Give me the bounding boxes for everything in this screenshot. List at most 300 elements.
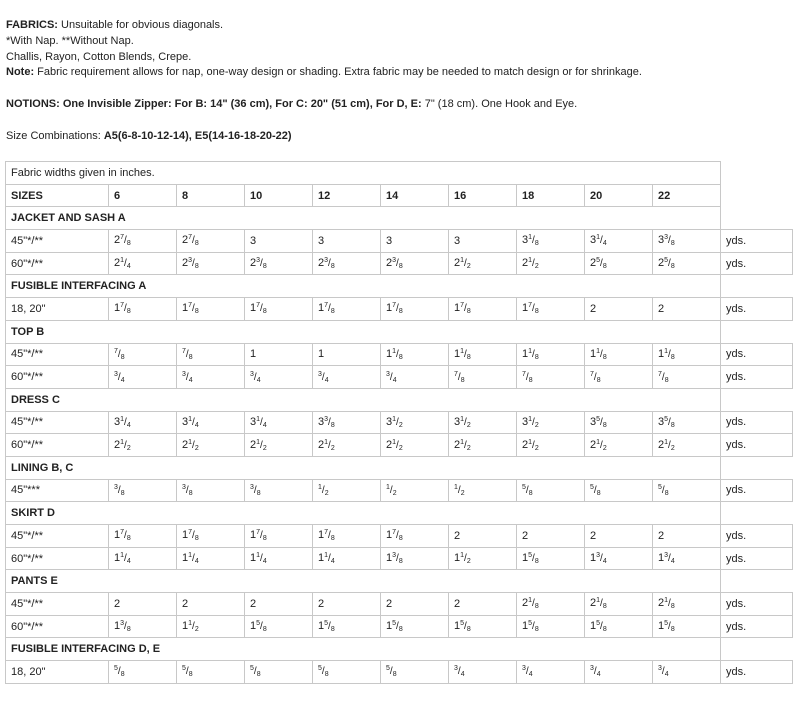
yardage-cell [177, 411, 245, 434]
fabric-yardage-table [5, 161, 793, 684]
yardage-cell [517, 615, 585, 638]
note-line [6, 65, 796, 81]
yardage-cell [585, 547, 653, 570]
yardage-value: $^7/_8$ [454, 370, 465, 384]
unit-cell: yds. [721, 366, 793, 389]
yardage-value: $2^3/_8$ [182, 257, 199, 271]
yardage-value: $1^3/_4$ [658, 552, 675, 566]
yardage-cell [313, 547, 381, 570]
table-row [6, 479, 793, 502]
yardage-cell [585, 343, 653, 366]
yardage-cell [313, 230, 381, 253]
yardage-value: $2^7/_8$ [182, 234, 199, 248]
yardage-cell [109, 661, 177, 684]
yardage-cell [177, 230, 245, 253]
fabric-width-label: 60"*/** [6, 615, 109, 638]
yardage-cell [585, 434, 653, 457]
yardage-cell [313, 366, 381, 389]
size-header-cell: 6 [109, 184, 177, 207]
yardage-cell [517, 411, 585, 434]
yardage-value: $^5/_8$ [182, 665, 193, 679]
yardage-value: $3^5/_8$ [658, 415, 675, 429]
yardage-value: $^3/_4$ [318, 370, 329, 384]
yardage-value: $2^5/_8$ [590, 257, 607, 271]
unit-cell: yds. [721, 252, 793, 275]
yardage-value: $2^3/_8$ [250, 257, 267, 271]
yardage-value: 2 [250, 597, 257, 610]
yardage-cell [109, 547, 177, 570]
yardage-value: $1^7/_8$ [522, 302, 539, 316]
yardage-value: $^5/_8$ [658, 483, 669, 497]
yardage-cell [653, 593, 721, 616]
yardage-cell [109, 615, 177, 638]
fabric-width-label: 45"*/** [6, 343, 109, 366]
yardage-cell [517, 298, 585, 321]
yardage-cell [245, 230, 313, 253]
yardage-value: 2 [658, 302, 665, 315]
fabric-width-label: 60"*/** [6, 366, 109, 389]
section-title: FUSIBLE INTERFACING A [6, 275, 721, 298]
yardage-cell [381, 661, 449, 684]
table-row [6, 230, 793, 253]
fabric-notes [6, 18, 796, 145]
yardage-value: 2 [386, 597, 393, 610]
yardage-value: $1^5/_8$ [658, 620, 675, 634]
unit-cell: yds. [721, 615, 793, 638]
size-header-cell: 18 [517, 184, 585, 207]
unit-cell: yds. [721, 479, 793, 502]
yardage-value: 2 [658, 529, 665, 542]
yardage-cell [177, 343, 245, 366]
section-row [6, 388, 793, 411]
size-header-cell: 20 [585, 184, 653, 207]
yardage-value: $2^3/_8$ [386, 257, 403, 271]
yardage-value: $3^1/_8$ [522, 234, 539, 248]
yardage-value: $1^1/_8$ [386, 347, 403, 361]
section-title: PANTS E [6, 570, 721, 593]
yardage-value: $1^5/_8$ [250, 620, 267, 634]
yardage-cell [313, 615, 381, 638]
fabric-width-label: 45"*/** [6, 593, 109, 616]
yardage-cell [109, 434, 177, 457]
caption-row [6, 162, 793, 185]
yardage-value: $1^5/_8$ [522, 620, 539, 634]
table-row [6, 343, 793, 366]
yardage-cell [449, 411, 517, 434]
yardage-cell [109, 479, 177, 502]
yardage-value: $1^1/_4$ [250, 552, 267, 566]
unit-cell: yds. [721, 298, 793, 321]
yardage-cell [109, 525, 177, 548]
yardage-cell [517, 252, 585, 275]
yardage-cell [653, 434, 721, 457]
yardage-value: $^1/_2$ [386, 483, 397, 497]
yardage-cell [381, 547, 449, 570]
yardage-value: $3^1/_2$ [454, 415, 471, 429]
section-title: LINING B, C [6, 456, 721, 479]
yardage-cell [517, 593, 585, 616]
yardage-cell [449, 593, 517, 616]
yardage-cell [585, 252, 653, 275]
yardage-value: $1^7/_8$ [454, 302, 471, 316]
yardage-cell [177, 298, 245, 321]
notions-label: NOTIONS: One Invisible Zipper: For B: 14" (36 cm), For C: 20" (51 cm), For D, E: [6, 98, 422, 111]
yardage-cell [653, 547, 721, 570]
yardage-cell [585, 525, 653, 548]
table-row [6, 615, 793, 638]
sizes-header: SIZES [6, 184, 109, 207]
yardage-value: $2^1/_8$ [590, 597, 607, 611]
yardage-value: $3^1/_4$ [114, 415, 131, 429]
yardage-cell [381, 593, 449, 616]
yardage-cell [245, 252, 313, 275]
yardage-value: $2^1/_8$ [522, 597, 539, 611]
yardage-value: 2 [590, 529, 597, 542]
yardage-cell [245, 434, 313, 457]
table-row [6, 661, 793, 684]
yardage-value: $1^1/_4$ [182, 552, 199, 566]
yardage-value: 3 [386, 234, 393, 247]
yardage-cell [381, 411, 449, 434]
yardage-cell [449, 434, 517, 457]
yardage-value: $1^7/_8$ [182, 529, 199, 543]
unit-cell: yds. [721, 411, 793, 434]
yardage-value: $^5/_8$ [250, 665, 261, 679]
yardage-value: $2^7/_8$ [114, 234, 131, 248]
yardage-value: $^7/_8$ [114, 347, 125, 361]
table-row [6, 525, 793, 548]
yardage-cell [653, 479, 721, 502]
yardage-value: $1^3/_8$ [386, 552, 403, 566]
yardage-value: $2^1/_2$ [250, 438, 267, 452]
yardage-cell [245, 615, 313, 638]
yardage-value: $1^1/_8$ [658, 347, 675, 361]
size-combinations-value: A5(6-8-10-12-14), E5(14-16-18-20-22) [103, 129, 292, 142]
yardage-cell [381, 298, 449, 321]
section-row [6, 275, 793, 298]
size-header-cell: 16 [449, 184, 517, 207]
yardage-cell [245, 411, 313, 434]
yardage-value: $^3/_8$ [182, 483, 193, 497]
yardage-value: $1^7/_8$ [250, 302, 267, 316]
size-header-cell: 10 [245, 184, 313, 207]
yardage-value: $^3/_4$ [182, 370, 193, 384]
yardage-value: $1^1/_4$ [318, 552, 335, 566]
yardage-value: $1^7/_8$ [182, 302, 199, 316]
yardage-value: 2 [182, 597, 189, 610]
yardage-cell [245, 661, 313, 684]
yardage-cell [381, 479, 449, 502]
yardage-value: $^3/_4$ [386, 370, 397, 384]
yardage-cell [653, 230, 721, 253]
size-header-cell: 8 [177, 184, 245, 207]
yardage-cell [653, 525, 721, 548]
yardage-value: $1^5/_8$ [318, 620, 335, 634]
yardage-value: $^7/_8$ [590, 370, 601, 384]
section-title: JACKET AND SASH A [6, 207, 721, 230]
fabrics-label: FABRICS: [6, 19, 58, 31]
yardage-value: $2^1/_2$ [182, 438, 199, 452]
fabric-width-label: 45"*/** [6, 411, 109, 434]
unit-cell: yds. [721, 593, 793, 616]
yardage-cell [585, 479, 653, 502]
yardage-cell [517, 547, 585, 570]
section-title: DRESS C [6, 388, 721, 411]
yardage-cell [245, 366, 313, 389]
table-row [6, 298, 793, 321]
yardage-cell [313, 479, 381, 502]
yardage-cell [585, 661, 653, 684]
section-row [6, 207, 793, 230]
unit-cell: yds. [721, 343, 793, 366]
yardage-value: $3^1/_2$ [386, 415, 403, 429]
yardage-value: $1^1/_8$ [522, 347, 539, 361]
fabrics-text: Unsuitable for obvious diagonals. [57, 19, 224, 31]
yardage-value: 2 [114, 597, 121, 610]
yardage-cell [585, 230, 653, 253]
yardage-cell [653, 615, 721, 638]
size-header-cell: 12 [313, 184, 381, 207]
yardage-value: 3 [454, 234, 461, 247]
unit-cell: yds. [721, 230, 793, 253]
yardage-value: $3^5/_8$ [590, 415, 607, 429]
yardage-cell [381, 343, 449, 366]
table-row [6, 252, 793, 275]
table-caption: Fabric widths given in inches. [6, 162, 721, 185]
yardage-value: $2^1/_2$ [522, 257, 539, 271]
yardage-cell [177, 252, 245, 275]
yardage-value: 2 [318, 597, 325, 610]
yardage-value: $^3/_8$ [114, 483, 125, 497]
fabric-width-label: 45"*/** [6, 525, 109, 548]
yardage-cell [449, 298, 517, 321]
yardage-value: $1^7/_8$ [386, 529, 403, 543]
yardage-value: $1^1/_8$ [590, 347, 607, 361]
yardage-cell [313, 411, 381, 434]
yardage-cell [109, 230, 177, 253]
materials-line: Challis, Rayon, Cotton Blends, Crepe. [6, 50, 192, 63]
yardage-value: $^7/_8$ [182, 347, 193, 361]
section-row [6, 456, 793, 479]
yardage-value: $3^1/_4$ [182, 415, 199, 429]
fabrics-line [6, 18, 796, 34]
yardage-value: $^3/_8$ [250, 483, 261, 497]
yardage-value: $^7/_8$ [522, 370, 533, 384]
yardage-value: 3 [250, 234, 257, 247]
yardage-value: $1^5/_8$ [590, 620, 607, 634]
yardage-value: $^3/_4$ [522, 665, 533, 679]
yardage-cell [109, 593, 177, 616]
fabric-width-label: 45"*/** [6, 230, 109, 253]
fabric-width-label: 60"*/** [6, 252, 109, 275]
unit-cell: yds. [721, 525, 793, 548]
fabric-width-label: 60"*/** [6, 547, 109, 570]
yardage-value: $1^5/_8$ [386, 620, 403, 634]
yardage-value: $3^1/_4$ [590, 234, 607, 248]
yardage-value: $^7/_8$ [658, 370, 669, 384]
yardage-cell [313, 525, 381, 548]
yardage-cell [449, 366, 517, 389]
yardage-cell [449, 615, 517, 638]
yardage-value: $1^1/_4$ [114, 552, 131, 566]
yardage-value: $1^7/_8$ [386, 302, 403, 316]
section-row [6, 570, 793, 593]
yardage-cell [177, 434, 245, 457]
section-row [6, 638, 793, 661]
yardage-value: $2^1/_2$ [114, 438, 131, 452]
yardage-value: 2 [454, 597, 461, 610]
yardage-value: $2^1/_2$ [454, 438, 471, 452]
yardage-value: $3^1/_4$ [250, 415, 267, 429]
yardage-cell [177, 593, 245, 616]
section-title: FUSIBLE INTERFACING D, E [6, 638, 721, 661]
yardage-value: 2 [522, 529, 529, 542]
table-row [6, 411, 793, 434]
yardage-cell [245, 593, 313, 616]
yardage-value: $2^1/_2$ [386, 438, 403, 452]
fabric-width-label: 18, 20" [6, 298, 109, 321]
unit-cell: yds. [721, 661, 793, 684]
yardage-cell [381, 615, 449, 638]
yardage-value: 3 [318, 234, 325, 247]
yardage-cell [177, 547, 245, 570]
yardage-value: $1^5/_8$ [454, 620, 471, 634]
yardage-cell [449, 547, 517, 570]
yardage-cell [245, 298, 313, 321]
yardage-value: $3^3/_8$ [658, 234, 675, 248]
yardage-value: $1^3/_8$ [114, 620, 131, 634]
yardage-cell [177, 366, 245, 389]
yardage-cell [381, 252, 449, 275]
yardage-value: $2^1/_2$ [658, 438, 675, 452]
yardage-value: $^3/_4$ [590, 665, 601, 679]
yardage-cell [449, 661, 517, 684]
yardage-cell [313, 434, 381, 457]
fabric-width-label: 45"*** [6, 479, 109, 502]
yardage-value: $^5/_8$ [386, 665, 397, 679]
size-combinations-label: Size Combinations: [6, 129, 104, 142]
yardage-value: $1^1/_2$ [182, 620, 199, 634]
yardage-value: $1^7/_8$ [114, 302, 131, 316]
yardage-cell [449, 252, 517, 275]
note-label: Note: [6, 66, 35, 79]
nap-line: *With Nap. **Without Nap. [6, 34, 134, 47]
yardage-cell [245, 525, 313, 548]
yardage-value: $2^1/_2$ [522, 438, 539, 452]
yardage-cell [653, 366, 721, 389]
yardage-value: $1^7/_8$ [318, 529, 335, 543]
unit-cell: yds. [721, 547, 793, 570]
yardage-value: $1^5/_8$ [522, 552, 539, 566]
yardage-cell [313, 252, 381, 275]
table-row [6, 366, 793, 389]
yardage-cell [653, 411, 721, 434]
yardage-cell [585, 366, 653, 389]
section-title: TOP B [6, 320, 721, 343]
yardage-cell [517, 343, 585, 366]
yardage-value: $^1/_2$ [454, 483, 465, 497]
yardage-value: $^1/_2$ [318, 483, 329, 497]
sizes-row [6, 184, 793, 207]
yardage-value: $^5/_8$ [114, 665, 125, 679]
yardage-value: $2^5/_8$ [658, 257, 675, 271]
yardage-cell [585, 615, 653, 638]
yardage-cell [653, 252, 721, 275]
yardage-cell [449, 230, 517, 253]
yardage-cell [381, 230, 449, 253]
notions-text: 7" (18 cm). One Hook and Eye. [421, 98, 578, 111]
yardage-cell [313, 343, 381, 366]
yardage-cell [177, 479, 245, 502]
yardage-cell [585, 298, 653, 321]
yardage-cell [517, 479, 585, 502]
yardage-value: $2^3/_8$ [318, 257, 335, 271]
table-row [6, 434, 793, 457]
yardage-cell [313, 661, 381, 684]
section-row [6, 502, 793, 525]
yardage-cell [109, 343, 177, 366]
yardage-value: 1 [250, 348, 257, 361]
yardage-cell [177, 615, 245, 638]
yardage-value: $^5/_8$ [590, 483, 601, 497]
yardage-value: $^3/_4$ [114, 370, 125, 384]
yardage-cell [245, 479, 313, 502]
yardage-cell [449, 525, 517, 548]
yardage-cell [381, 434, 449, 457]
table-row [6, 547, 793, 570]
yardage-value: $2^1/_4$ [114, 257, 131, 271]
yardage-value: $^5/_8$ [318, 665, 329, 679]
yardage-value: $^3/_4$ [454, 665, 465, 679]
yardage-value: $3^3/_8$ [318, 415, 335, 429]
yardage-value: $3^1/_2$ [522, 415, 539, 429]
yardage-cell [517, 525, 585, 548]
yardage-value: $^5/_8$ [522, 483, 533, 497]
yardage-value: $2^1/_2$ [590, 438, 607, 452]
yardage-cell [381, 525, 449, 548]
section-row [6, 320, 793, 343]
yardage-cell [449, 343, 517, 366]
yardage-value: $1^1/_8$ [454, 347, 471, 361]
yardage-cell [177, 661, 245, 684]
yardage-value: 2 [454, 529, 461, 542]
yardage-cell [449, 479, 517, 502]
yardage-value: $2^1/_2$ [318, 438, 335, 452]
yardage-cell [653, 661, 721, 684]
yardage-value: $1^1/_2$ [454, 552, 471, 566]
size-header-cell: 14 [381, 184, 449, 207]
yardage-cell [245, 343, 313, 366]
yardage-value: $2^1/_2$ [454, 257, 471, 271]
fabric-width-label: 60"*/** [6, 434, 109, 457]
yardage-cell [517, 434, 585, 457]
yardage-cell [245, 547, 313, 570]
notions-line [6, 97, 796, 113]
yardage-cell [517, 366, 585, 389]
yardage-cell [517, 661, 585, 684]
yardage-cell [381, 366, 449, 389]
yardage-cell [109, 298, 177, 321]
yardage-cell [177, 525, 245, 548]
table-row [6, 593, 793, 616]
note-text: Fabric requirement allows for nap, one-way design or shading. Extra fabric may be needed to match design or for shrinkage. [34, 66, 642, 79]
fabric-width-label: 18, 20" [6, 661, 109, 684]
size-header-cell: 22 [653, 184, 721, 207]
yardage-cell [585, 593, 653, 616]
yardage-cell [313, 298, 381, 321]
yardage-cell [109, 411, 177, 434]
unit-cell: yds. [721, 434, 793, 457]
